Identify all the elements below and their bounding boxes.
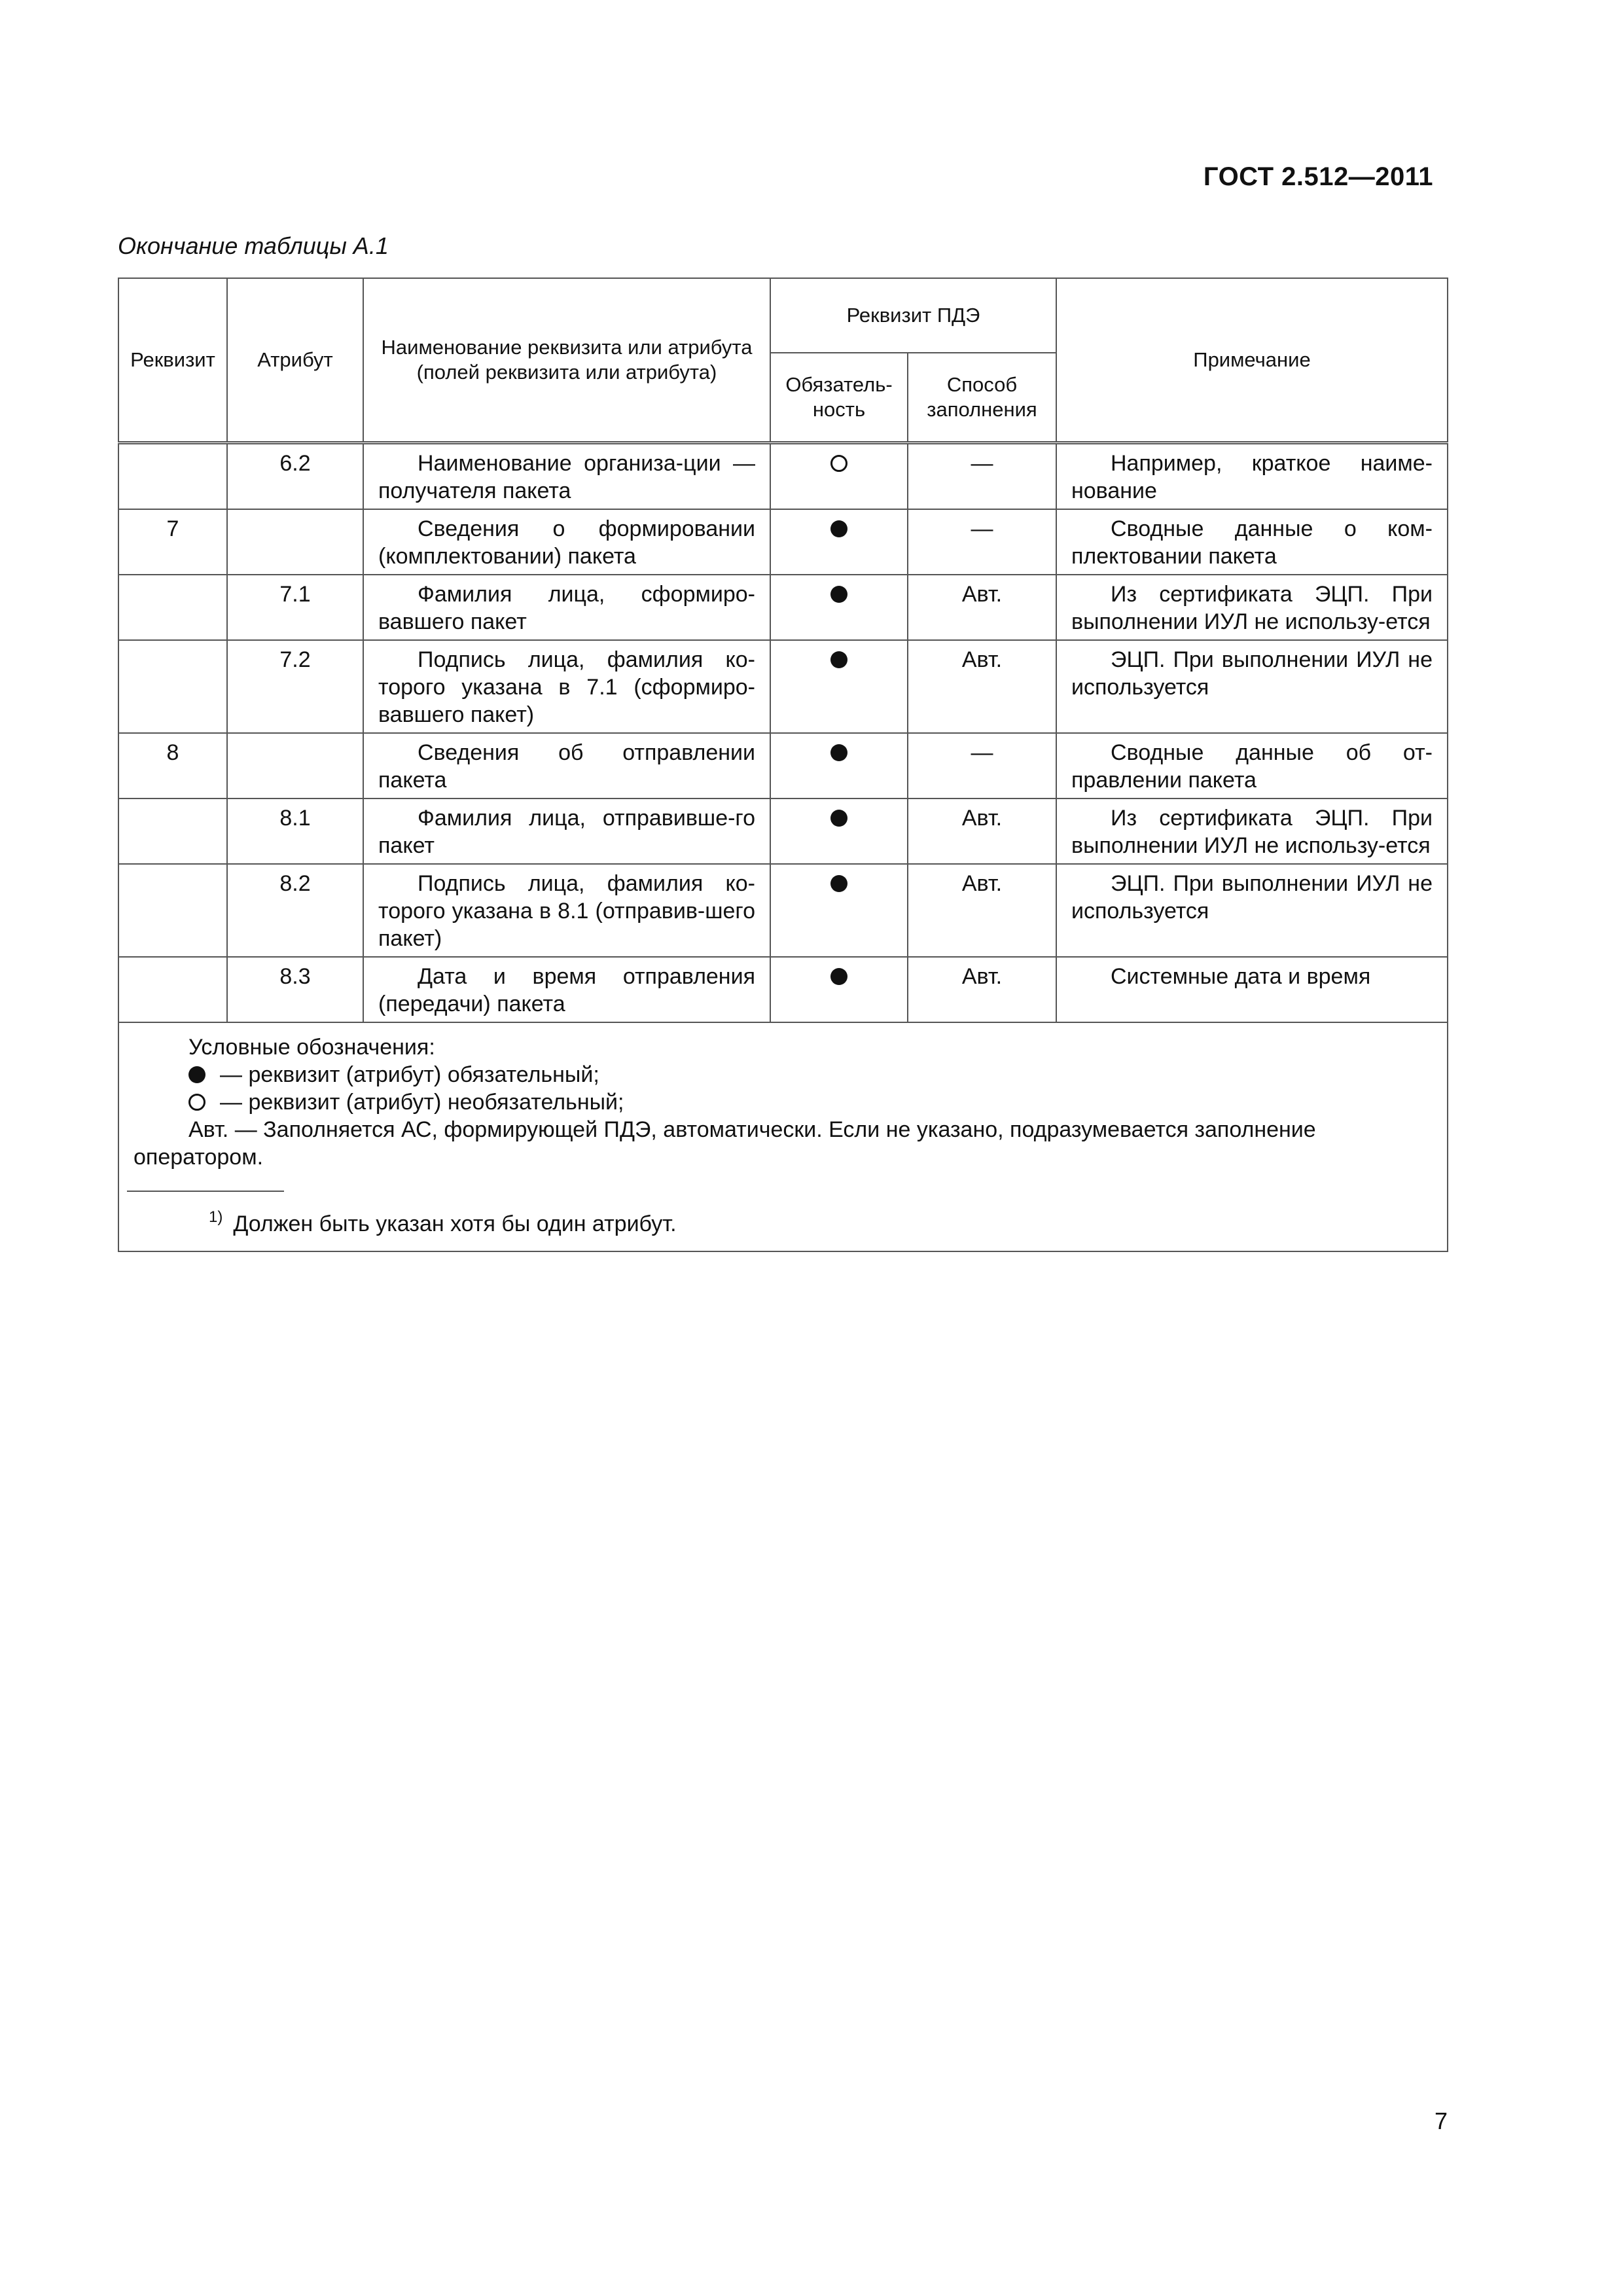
page-number: 7 <box>1434 2108 1448 2134</box>
cell-fill-method: — <box>908 443 1056 510</box>
cell-requisite <box>118 798 227 864</box>
table-row <box>118 798 1448 864</box>
cell-mandatory <box>770 733 908 798</box>
table-caption: Окончание таблицы А.1 <box>118 232 389 259</box>
header-note: Примечание <box>1056 278 1448 443</box>
mandatory-dot-icon <box>830 520 847 537</box>
cell-name: Наименование организа-ции — получателя пакета <box>363 443 770 510</box>
footnote-text: Должен быть указан хотя бы один атрибут. <box>233 1211 677 1236</box>
legend-mandatory <box>134 1061 1433 1088</box>
legend-title: Условные обозначения: <box>188 1035 435 1060</box>
empty-circle-icon <box>188 1094 205 1111</box>
legend-mandatory-text: — реквизит (атрибут) обязательный; <box>220 1062 599 1087</box>
cell-name: Фамилия лица, сформиро-вавшего пакет <box>363 575 770 640</box>
footnote-rule <box>127 1191 284 1192</box>
cell-requisite <box>118 575 227 640</box>
cell-note: Системные дата и время <box>1056 957 1448 1022</box>
legend-auto: Авт. — Заполняется АС, формирующей ПДЭ, автоматически. Если не указано, подразумевается заполнение оператором. <box>134 1117 1316 1170</box>
mandatory-dot-icon <box>830 651 847 668</box>
cell-fill-method: — <box>908 733 1056 798</box>
footnote-mark: 1) <box>209 1208 223 1226</box>
cell-note: Из сертификата ЭЦП. При выполнении ИУЛ не использу-ется <box>1056 798 1448 864</box>
header-attribute: Атрибут <box>227 278 363 443</box>
cell-name: Подпись лица, фамилия ко-торого указана в 8.1 (отправив-шего пакет) <box>363 864 770 957</box>
cell-fill-method: Авт. <box>908 864 1056 957</box>
legend-row <box>118 1022 1448 1251</box>
cell-requisite <box>118 443 227 510</box>
optional-circle-icon <box>830 455 847 472</box>
cell-attribute <box>227 509 363 575</box>
table-row <box>118 575 1448 640</box>
cell-attribute: 8.3 <box>227 957 363 1022</box>
cell-attribute: 7.2 <box>227 640 363 733</box>
cell-fill-method: Авт. <box>908 640 1056 733</box>
cell-requisite: 8 <box>118 733 227 798</box>
header-mandatory: Обязатель-ность <box>770 353 908 443</box>
cell-fill-method: Авт. <box>908 575 1056 640</box>
mandatory-dot-icon <box>830 810 847 827</box>
mandatory-dot-icon <box>830 968 847 985</box>
document-code: ГОСТ 2.512—2011 <box>1203 162 1433 191</box>
header-name: Наименование реквизита или атрибута (полей реквизита или атрибута) <box>363 278 770 443</box>
cell-fill-method: — <box>908 509 1056 575</box>
cell-note: ЭЦП. При выполнении ИУЛ не используется <box>1056 640 1448 733</box>
cell-attribute: 7.1 <box>227 575 363 640</box>
cell-mandatory <box>770 575 908 640</box>
cell-note: Сводные данные о ком-плектовании пакета <box>1056 509 1448 575</box>
cell-mandatory <box>770 957 908 1022</box>
cell-attribute: 6.2 <box>227 443 363 510</box>
mandatory-dot-icon <box>830 875 847 892</box>
cell-note: Сводные данные об от-правлении пакета <box>1056 733 1448 798</box>
cell-attribute: 8.1 <box>227 798 363 864</box>
cell-name: Подпись лица, фамилия ко-торого указана в 7.1 (сформиро-вавшего пакет) <box>363 640 770 733</box>
cell-mandatory <box>770 509 908 575</box>
cell-note: Например, краткое наиме-нование <box>1056 443 1448 510</box>
mandatory-dot-icon <box>830 586 847 603</box>
cell-requisite <box>118 640 227 733</box>
cell-fill-method: Авт. <box>908 798 1056 864</box>
cell-requisite: 7 <box>118 509 227 575</box>
cell-mandatory <box>770 640 908 733</box>
cell-name: Сведения о формировании (комплектовании) пакета <box>363 509 770 575</box>
cell-mandatory <box>770 443 908 510</box>
table-row <box>118 443 1448 510</box>
cell-note: ЭЦП. При выполнении ИУЛ не используется <box>1056 864 1448 957</box>
table-row <box>118 640 1448 733</box>
header-requisite: Реквизит <box>118 278 227 443</box>
filled-circle-icon <box>188 1066 205 1083</box>
cell-name: Фамилия лица, отправивше-го пакет <box>363 798 770 864</box>
table-row <box>118 957 1448 1022</box>
header-fill-method: Способ заполнения <box>908 353 1056 443</box>
cell-name: Дата и время отправления (передачи) пакета <box>363 957 770 1022</box>
cell-name: Сведения об отправлении пакета <box>363 733 770 798</box>
table-row <box>118 509 1448 575</box>
cell-mandatory <box>770 798 908 864</box>
header-group-pde: Реквизит ПДЭ <box>770 278 1056 353</box>
legend-optional-text: — реквизит (атрибут) необязательный; <box>220 1090 624 1115</box>
legend-optional <box>134 1088 1433 1116</box>
mandatory-dot-icon <box>830 744 847 761</box>
cell-attribute <box>227 733 363 798</box>
cell-requisite <box>118 864 227 957</box>
cell-note: Из сертификата ЭЦП. При выполнении ИУЛ не использу-ется <box>1056 575 1448 640</box>
cell-requisite <box>118 957 227 1022</box>
table-row <box>118 733 1448 798</box>
cell-attribute: 8.2 <box>227 864 363 957</box>
legend-cell <box>118 1022 1448 1251</box>
table-row <box>118 864 1448 957</box>
cell-fill-method: Авт. <box>908 957 1056 1022</box>
requisites-table <box>118 278 1448 1252</box>
footnote <box>134 1204 1433 1238</box>
cell-mandatory <box>770 864 908 957</box>
